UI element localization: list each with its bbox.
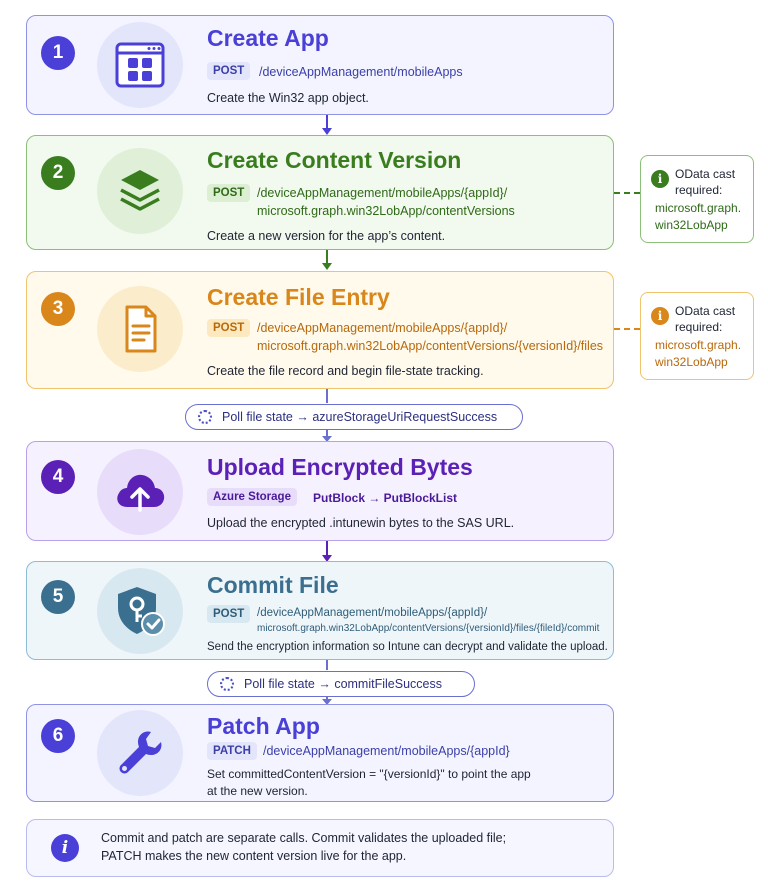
document-icon [113,302,167,356]
arrow-2-3 [322,263,332,270]
step-number-badge: 1 [41,36,75,70]
icon-circle [97,449,183,535]
step-title: Create File Entry [207,284,390,310]
step-number-badge: 4 [41,460,75,494]
http-method-badge: POST [207,319,250,337]
step-card-create-app [26,15,614,115]
icon-circle [97,148,183,234]
endpoint-path: /deviceAppManagement/mobileApps [259,65,463,79]
note-text-line-1: OData cast [675,304,736,318]
info-icon: i [651,307,669,325]
step-card-commit-file [26,561,614,660]
note-code-line-2: win32LobApp [655,355,728,369]
note-text-line-1: OData cast [675,167,736,181]
step-number-badge: 6 [41,719,75,753]
connector-3-poll [326,389,328,403]
http-method-badge: POST [207,62,250,80]
note-code-line-1: microsoft.graph. [655,338,742,352]
step-description: Create a new version for the app’s content. [207,229,446,243]
step-description: Send the encryption information so Intune can decrypt and validate the upload. [207,641,608,653]
odata-cast-note [640,155,754,243]
poll-label: Poll file state → azureStorageUriRequestSuccess [222,410,498,424]
step-card-create-file-entry [26,271,614,389]
http-method-badge: POST [207,605,250,623]
poll-status-pill [207,671,475,697]
step-card-patch-app [26,704,614,802]
step-title: Patch App [207,713,320,739]
arrow-1-2 [322,128,332,135]
spinner-icon [198,410,212,424]
step-number-badge: 3 [41,292,75,326]
step-description: Create the Win32 app object. [207,91,369,105]
step-title: Commit File [207,572,339,598]
storage-badge: Azure Storage [207,488,297,506]
endpoint-path-line-1: /deviceAppManagement/mobileApps/{appId}/ [257,186,508,200]
endpoint-path-line-1: /deviceAppManagement/mobileApps/{appId}/ [257,321,508,335]
icon-circle [97,710,183,796]
note-connector [614,192,640,194]
cloud-upload-icon [111,463,169,521]
step-description: Create the file record and begin file-state tracking. [207,364,484,378]
icon-circle [97,568,183,654]
http-method-badge: POST [207,184,250,202]
wrench-icon [113,726,167,780]
step-description-line-1: Set committedContentVersion = "{versionId}" to point the app [207,767,531,781]
step-title: Create App [207,25,329,51]
footer-info-box [26,819,614,877]
http-method-badge: PATCH [207,742,257,760]
endpoint-path-line-2: microsoft.graph.win32LobApp/contentVersions [257,204,515,218]
endpoint-path: /deviceAppManagement/mobileApps/{appId} [263,744,510,758]
endpoint-path-line-1: /deviceAppManagement/mobileApps/{appId}/ [257,607,488,619]
footer-line-1: Commit and patch are separate calls. Commit validates the uploaded file; [101,831,507,845]
connector-5-poll [326,660,328,670]
note-code-line-1: microsoft.graph. [655,201,742,215]
endpoint-path-line-2: microsoft.graph.win32LobApp/contentVersions/{versionId}/files/{fileId}/commit [257,623,600,634]
note-code-line-2: win32LobApp [655,218,728,232]
odata-cast-note [640,292,754,380]
step-title: Upload Encrypted Bytes [207,454,473,480]
step-card-create-content-version [26,135,614,250]
app-window-icon [113,38,167,92]
poll-status-pill [185,404,523,430]
info-icon: i [51,834,79,862]
layers-icon [113,164,167,218]
icon-circle [97,22,183,108]
step-card-upload-encrypted-bytes [26,441,614,541]
step-description-line-2: at the new version. [207,784,308,798]
icon-circle [97,286,183,372]
step-number-badge: 5 [41,580,75,614]
spinner-icon [220,677,234,691]
endpoint-path-line-2: microsoft.graph.win32LobApp/contentVersions/{versionId}/files [257,339,604,353]
step-number-badge: 2 [41,156,75,190]
note-text-line-2: required: [675,320,723,334]
poll-label: Poll file state → commitFileSuccess [244,677,442,691]
footer-line-2: PATCH makes the new content version live for the app. [101,849,407,863]
step-description: Upload the encrypted .intunewin bytes to the SAS URL. [207,516,515,530]
block-operations: PutBlock → PutBlockList [313,491,458,505]
note-connector [614,328,640,330]
shield-key-icon [111,582,169,640]
info-icon: i [651,170,669,188]
note-text-line-2: required: [675,183,723,197]
step-title: Create Content Version [207,147,462,173]
